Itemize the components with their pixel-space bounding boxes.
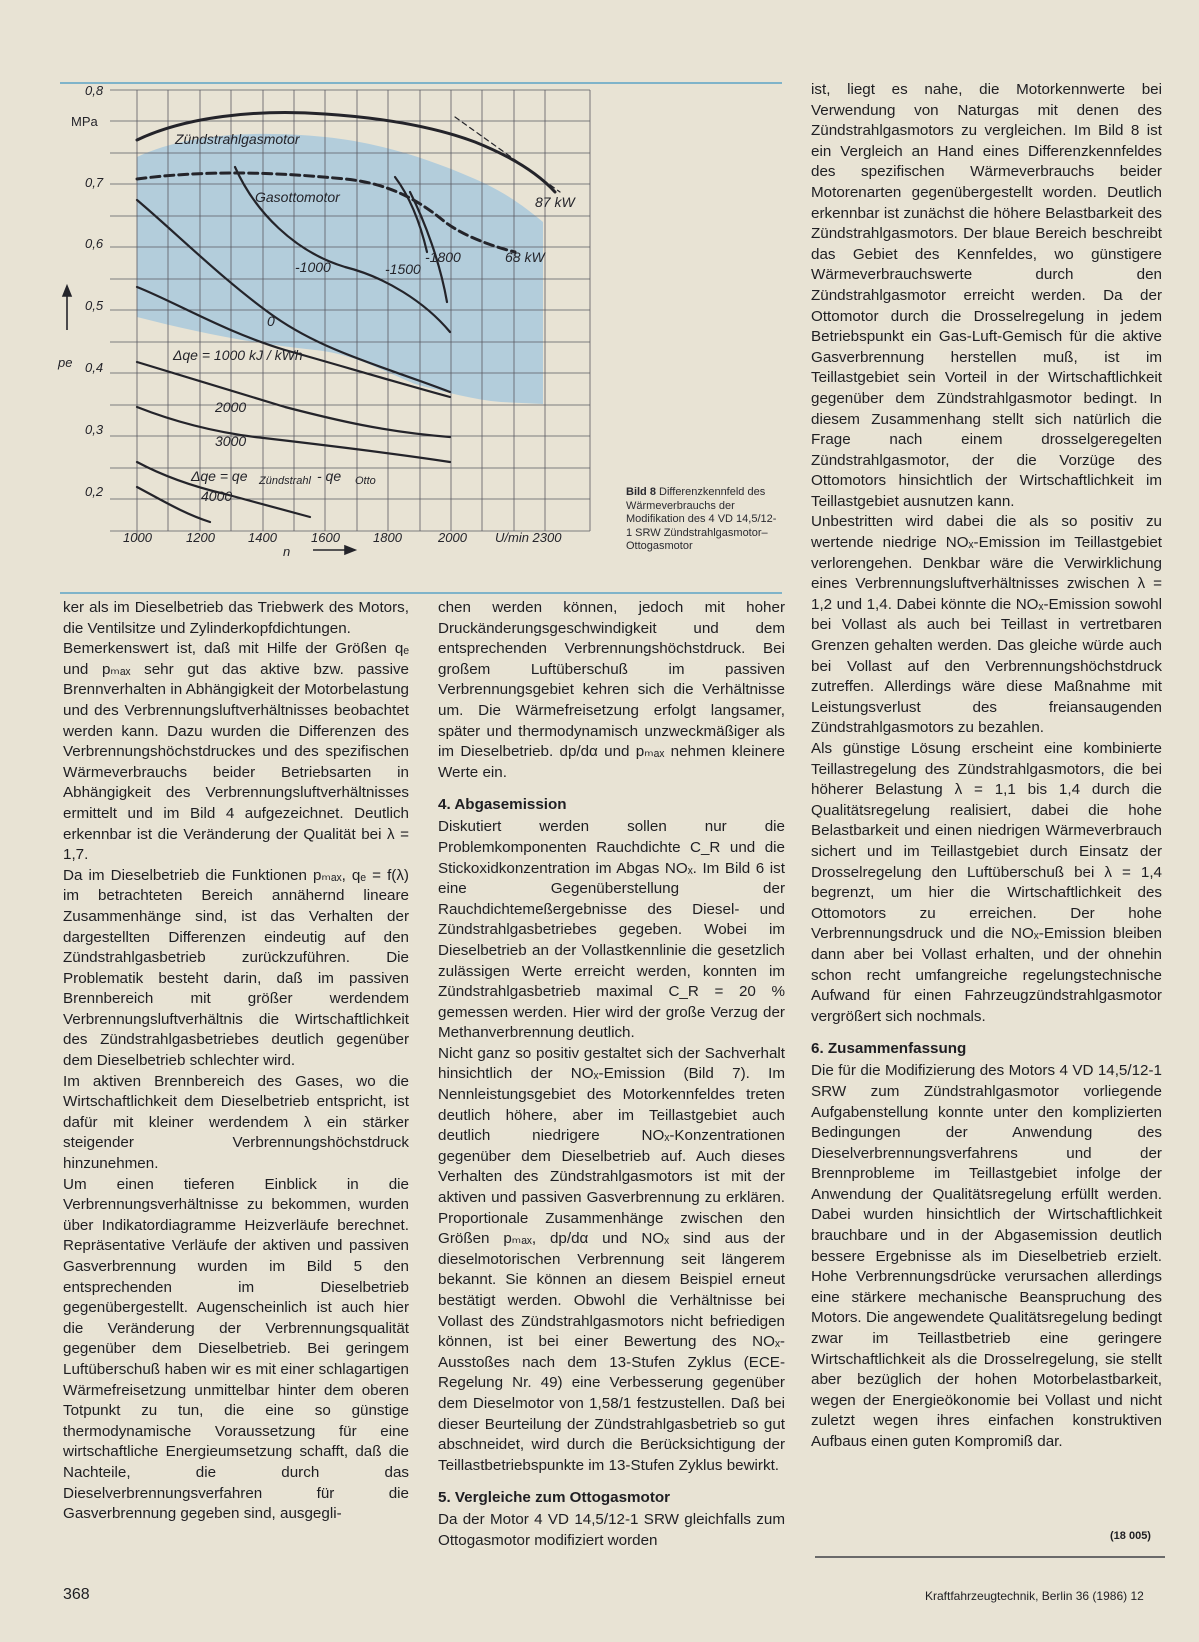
y-tick-0-3: 0,3 bbox=[85, 422, 104, 437]
section-heading-5: 5. Vergleiche zum Ottogasmotor bbox=[438, 1489, 671, 1507]
y-tick-0-7: 0,7 bbox=[85, 175, 104, 190]
y-tick-0-5: 0,5 bbox=[85, 298, 104, 313]
paragraph: Um einen tieferen Einblick in die Verbrennungsverhältnisse zu bekommen, wurden über Indikatordiagramme Heizverläufe berechnet. Repräsentative Verläufe der aktiven und passiven Gasverbrennung wurden im Bild 5 den entsprechenden im Dieselbetrieb gegenübergestellt. Augenscheinlich ist auch hier die Veränderung der Verbrennungsqualität gegenüber dem Dieselbetrieb. Bei geringem Luftüberschuß haben wir es mit einer schlagartigen Wärmefreisetzung unmittelbar hinter dem oberen Totpunkt zu tun, die eine so günstige thermodynamische Voraussetzung für eine wirtschaftliche Energieumsetzung schafft, daß die Nachteile, die durch das Dieselverbrennungsverfahren für die Gasverbrennung gegeben sind, ausgegli- bbox=[63, 1175, 409, 1523]
label-minus-1500: -1500 bbox=[385, 261, 421, 277]
y-tick-0-2: 0,2 bbox=[85, 484, 104, 499]
y-arrow-head bbox=[63, 286, 71, 296]
x-arrow-head bbox=[345, 546, 355, 554]
label-delta-qe-1000: Δqe = 1000 kJ / kWh bbox=[173, 347, 303, 363]
paragraph: Die für die Modifizierung des Motors 4 VD 14,5/12-1 SRW zum Zündstrahlgasmotor vorliegende Aufgabenstellung konnte unter den komplizierten Bedingungen der Anwendung des Dieselverbrennungsverfahrens und der Brennprobleme im Teillastgebiet infolge der Anwendung der Qualitätsregelung erfüllt werden. Dabei wurden hinsichtlich der Wirtschaftlichkeit brauchbare und in der Abgasemission deutlich bessere Ergebnisse als im Dieselbetrieb erzielt. Hohe Verbrennungsdrücke verursachen allerdings eine stärkere mechanische Beanspruchung des Motors. Die angewendete Qualitätsregelung bedingt zwar im Teillastbetrieb eine geringere Wirtschaftlichkeit als die Drosselregelung, sie stellt aber bezüglich der hohen Motorbelastbarkeit, wegen der Energieökonomie bei Vollast und nicht zuletzt wegen ihres einfachen konstruktiven Aufbaus einen guten Kompromiß dar. bbox=[811, 1062, 1162, 1450]
paragraph: ist, liegt es nahe, die Motorkennwerte bei Verwendung von Naturgas mit denen des Zündstrahlgasmotors zu vergleichen. Im Bild 8 ist ein Vergleich an Hand eines Differenzkennfeldes des spezifischen Wärmeverbrauchs beider Motorenarten gegenübergestellt worden. Deutlich erkennbar ist zunächst die höhere Belastbarkeit des Zündstrahlgasmotors. Der blaue Bereich beschreibt das Gebiet des Kennfeldes, wo günstigere Wärmeverbrauchswerte durch den Zündstrahlgasmotor erreicht werden. Da der Ottomotor durch die Drosselregelung in jedem Betriebspunkt ein Gas-Luft-Gemisch für die aktive Gasverbrennung herstellen muß, ist im Teillastgebiet sein Vorteil in der Wirtschaftlichkeit gegenüber dem Zündstrahlgasmotor bedingt. In diesem Zusammenhang stellt sich natürlich die Frage nach einem drosselgeregelten Zündstrahlgasmotor, der die Vorzüge des Ottomotors hinsichtlich der Wirtschaftlichkeit im Teillastgebiet ausnutzen kann. bbox=[811, 81, 1162, 510]
label-minus-1800: -1800 bbox=[425, 249, 461, 265]
figure-caption bbox=[626, 486, 782, 554]
y-symbol: pe bbox=[58, 355, 73, 370]
paragraph: Bemerkenswert ist, daß mit Hilfe der Größen qₑ und pₘₐₓ sehr gut das aktive bzw. passive Brennverhalten in Abhängigkeit der Motorbelastung und des Verbrennungsluftverhältnisses beobachtet werden kann. Dazu wurden die Differenzen des Verbrennungshöchstdruckes und des spezifischen Wärmeverbrauchs beider Betriebsarten in Abhängigkeit des Verbrennungsluftverhältnisses ermittelt und im Bild 4 aufgezeichnet. Deutlich erkennbar ist die Veränderung der Qualität bei λ = 1,7. bbox=[63, 640, 409, 864]
x-tick-1400: 1400 bbox=[248, 530, 277, 545]
y-tick-0-8: 0,8 bbox=[85, 83, 104, 98]
label-formula-b: Zündstrahl bbox=[259, 475, 311, 487]
paragraph: chen werden können, jedoch mit hoher Druckänderungsgeschwindigkeit und dem entsprechenden Verbrennungshöchstdruck. Bei großem Luftüberschuß im passiven Verbrennungsgebiet kehren sich die Verhältnisse um. Die Wärmefreisetzung erfolgt langsamer, später und thermodynamisch unzweckmäßiger als im Dieselbetrieb. dp/dα und pₘₐₓ nehmen kleinere Werte ein. bbox=[438, 599, 785, 781]
label-zero: 0 bbox=[267, 313, 275, 329]
label-minus-1000: -1000 bbox=[295, 259, 331, 275]
x-tick-1800: 1800 bbox=[373, 530, 402, 545]
x-tick-1600: 1600 bbox=[311, 530, 340, 545]
y-tick-0-4: 0,4 bbox=[85, 360, 104, 375]
label-formula-c: - qe bbox=[317, 468, 342, 484]
x-symbol: n bbox=[283, 544, 291, 559]
paragraph: Da im Dieselbetrieb die Funktionen pₘₐₓ, qₑ = f(λ) im betrachteten Bereich annähernd lineare Zusammenhänge sind, ist das Verhalten der dargestellten Differenzen eindeutig auf den Zündstrahlgasbetrieb zurückzuführen. Die Problematik besteht darin, daß im passiven Brennbereich mit größer werdendem Verbrennungsluftverhältnis die Wirtschaftlichkeit des Zündstrahlgasbetriebes deutlich gegenüber dem Dieselbetrieb schlechter wird. bbox=[63, 866, 409, 1070]
y-tick-0-6: 0,6 bbox=[85, 236, 104, 251]
curve-3000 bbox=[137, 407, 450, 462]
end-rule bbox=[815, 1556, 1165, 1558]
caption-bold: Bild 8 bbox=[626, 486, 656, 498]
label-formula-d: Otto bbox=[355, 475, 376, 487]
paragraph: Diskutiert werden sollen nur die Problemkomponenten Rauchdichte C_R und die Stickoxidkonzentration im Abgas NOₓ. Im Bild 6 ist eine Gegenüberstellung der Rauchdichtemeßergebnisse des Diesel- und Zündstrahlgasbetriebes gegeben. Wobei im Dieselbetrieb an der Vollastkennlinie die gesetzlich zulässigen Werte erreicht werden, konnten im Zündstrahlgasbetrieb maximal C_R = 20 % gemessen werden. Hier wird der große Verzug der Methanverbrennung deutlich. bbox=[438, 818, 785, 1042]
text-column-3 bbox=[811, 80, 1162, 1453]
label-formula-a: Δqe = qe bbox=[191, 468, 248, 484]
label-4000: 4000 bbox=[201, 488, 233, 504]
paragraph: Da der Motor 4 VD 14,5/12-1 SRW gleichfalls zum Ottogasmotor modifiziert worden bbox=[438, 1511, 785, 1549]
page-number: 368 bbox=[63, 1586, 90, 1603]
label-zuendstrahlgasmotor: Zündstrahlgasmotor bbox=[175, 131, 300, 147]
paragraph: Als günstige Lösung erscheint eine kombinierte Teillastregelung des Zündstrahlgasmotors, die bei höherer Belastung λ = 1,1 bis 1,4 durch die Qualitätsregelung realisiert, dabei die hohe Belastbarkeit und einen niedrigen Wärmeverbrauch sichert und im Teillastgebiet durch Einsatz der Drosselregelung den Luftüberschuß bei λ = 1,4 begrenzt, um hier die Wirtschaftlichkeit des Ottomotors zu erreichen. Der hohe Verbrennungsdruck und die NOₓ-Emission bleiben dann aber bei Vollast erhalten, und der ohnehin schon recht umfangreiche regelungstechnische Aufwand für einen Fahrzeugzündstrahlgasmotor vergrößert sich nochmals. bbox=[811, 740, 1162, 1025]
label-68kw: 68 kW bbox=[505, 249, 545, 265]
x-tick-1200: 1200 bbox=[186, 530, 215, 545]
section-heading-4: 4. Abgasemission bbox=[438, 796, 567, 814]
paragraph: Im aktiven Brennbereich des Gases, wo die Wirtschaftlichkeit dem Dieselbetrieb entspricht, ist dafür mit kleiner werdendem λ ein stärker steigender Verbrennungshöchstdruck hinzunehmen. bbox=[63, 1072, 409, 1173]
paragraph: Unbestritten wird dabei die als so positiv zu wertende niedrige NOₓ-Emission im Teillastgebiet verlorengehen. Denkbar wäre die Verwirklichung eines Verbrennungsluftverhältnisses zwischen λ = 1,2 und 1,4. Dabei könnte die NOₓ-Emission sowohl bei Vollast als auch bei Teillast in vertretbaren Grenzen gehalten werden. Das gleiche würde auch bei Vollast auf den Verbrennungshöchstdruck zutreffen. Allerdings wäre diese Maßnahme mit Leistungsverlust des freiansaugenden Zündstrahlgasmotors zu bezahlen. bbox=[811, 513, 1162, 737]
paragraph: Nicht ganz so positiv gestaltet sich der Sachverhalt hinsichtlich der NOₓ-Emission (Bild 7). Im Nennleistungsgebiet des Motorkennfeldes treten deutlich höhere, aber im Teillastgebiet auch deutlich niedrigere NOₓ-Konzentrationen gegenüber dem Dieselbetrieb auf. Auch dieses Verhalten des Zündstrahlgasmotors ist mit der aktiven und passiven Gasverbrennung zu erklären. Proportionale Zusammenhänge zwischen den Größen pₘₐₓ, dp/dα und NOₓ sind aus der dieselmotorischen Verbrennung seit längerem bekannt. Sie können an diesem Beispiel erneut bestätigt werden. Obwohl die Verhältnisse bei Vollast des Zündstrahlgasmotors nicht befriedigen können, ist bei einer Bewertung des NOₓ-Ausstoßes nach dem 13-Stufen Zyklus (ECE-Regelung Nr. 49) eine Verbesserung gegenüber dem Dieselmotor von 1,58/1 festzustellen. Daß bei dieser Beurteilung der Zündstrahlgasbetrieb so gut abschneidet, wird durch die Berücksichtigung der Teillastbetriebspunkte im 13-Stufen Zyklus bewirkt. bbox=[438, 1044, 785, 1474]
curve-lower-left bbox=[137, 487, 210, 522]
label-3000: 3000 bbox=[215, 433, 247, 449]
x-tick-1000: 1000 bbox=[123, 530, 152, 545]
label-2000: 2000 bbox=[215, 399, 247, 415]
x-tick-2000: 2000 bbox=[438, 530, 467, 545]
section-heading-6: 6. Zusammenfassung bbox=[811, 1040, 967, 1058]
text-column-1 bbox=[63, 598, 409, 1525]
journal-footer: Kraftfahrzeugtechnik, Berlin 36 (1986) 12 bbox=[925, 1589, 1144, 1603]
caption-text: Differenzkennfeld des Wärmeverbrauchs der Modifikation des 4 VD 14,5/12-1 SRW Zündstrahlgasmotor–Ottogasmotor bbox=[626, 486, 777, 553]
reference-code: (18 005) bbox=[1110, 1530, 1151, 1542]
x-unit-label: U/min 2300 bbox=[495, 530, 562, 545]
y-unit-label: MPa bbox=[71, 114, 98, 129]
text-column-2 bbox=[438, 598, 785, 1552]
label-gasottomotor: Gasottomotor bbox=[255, 189, 340, 205]
paragraph: ker als im Dieselbetrieb das Triebwerk des Motors, die Ventilsitze und Zylinderkopfdichtungen. bbox=[63, 599, 409, 637]
label-87kw: 87 kW bbox=[535, 194, 575, 210]
